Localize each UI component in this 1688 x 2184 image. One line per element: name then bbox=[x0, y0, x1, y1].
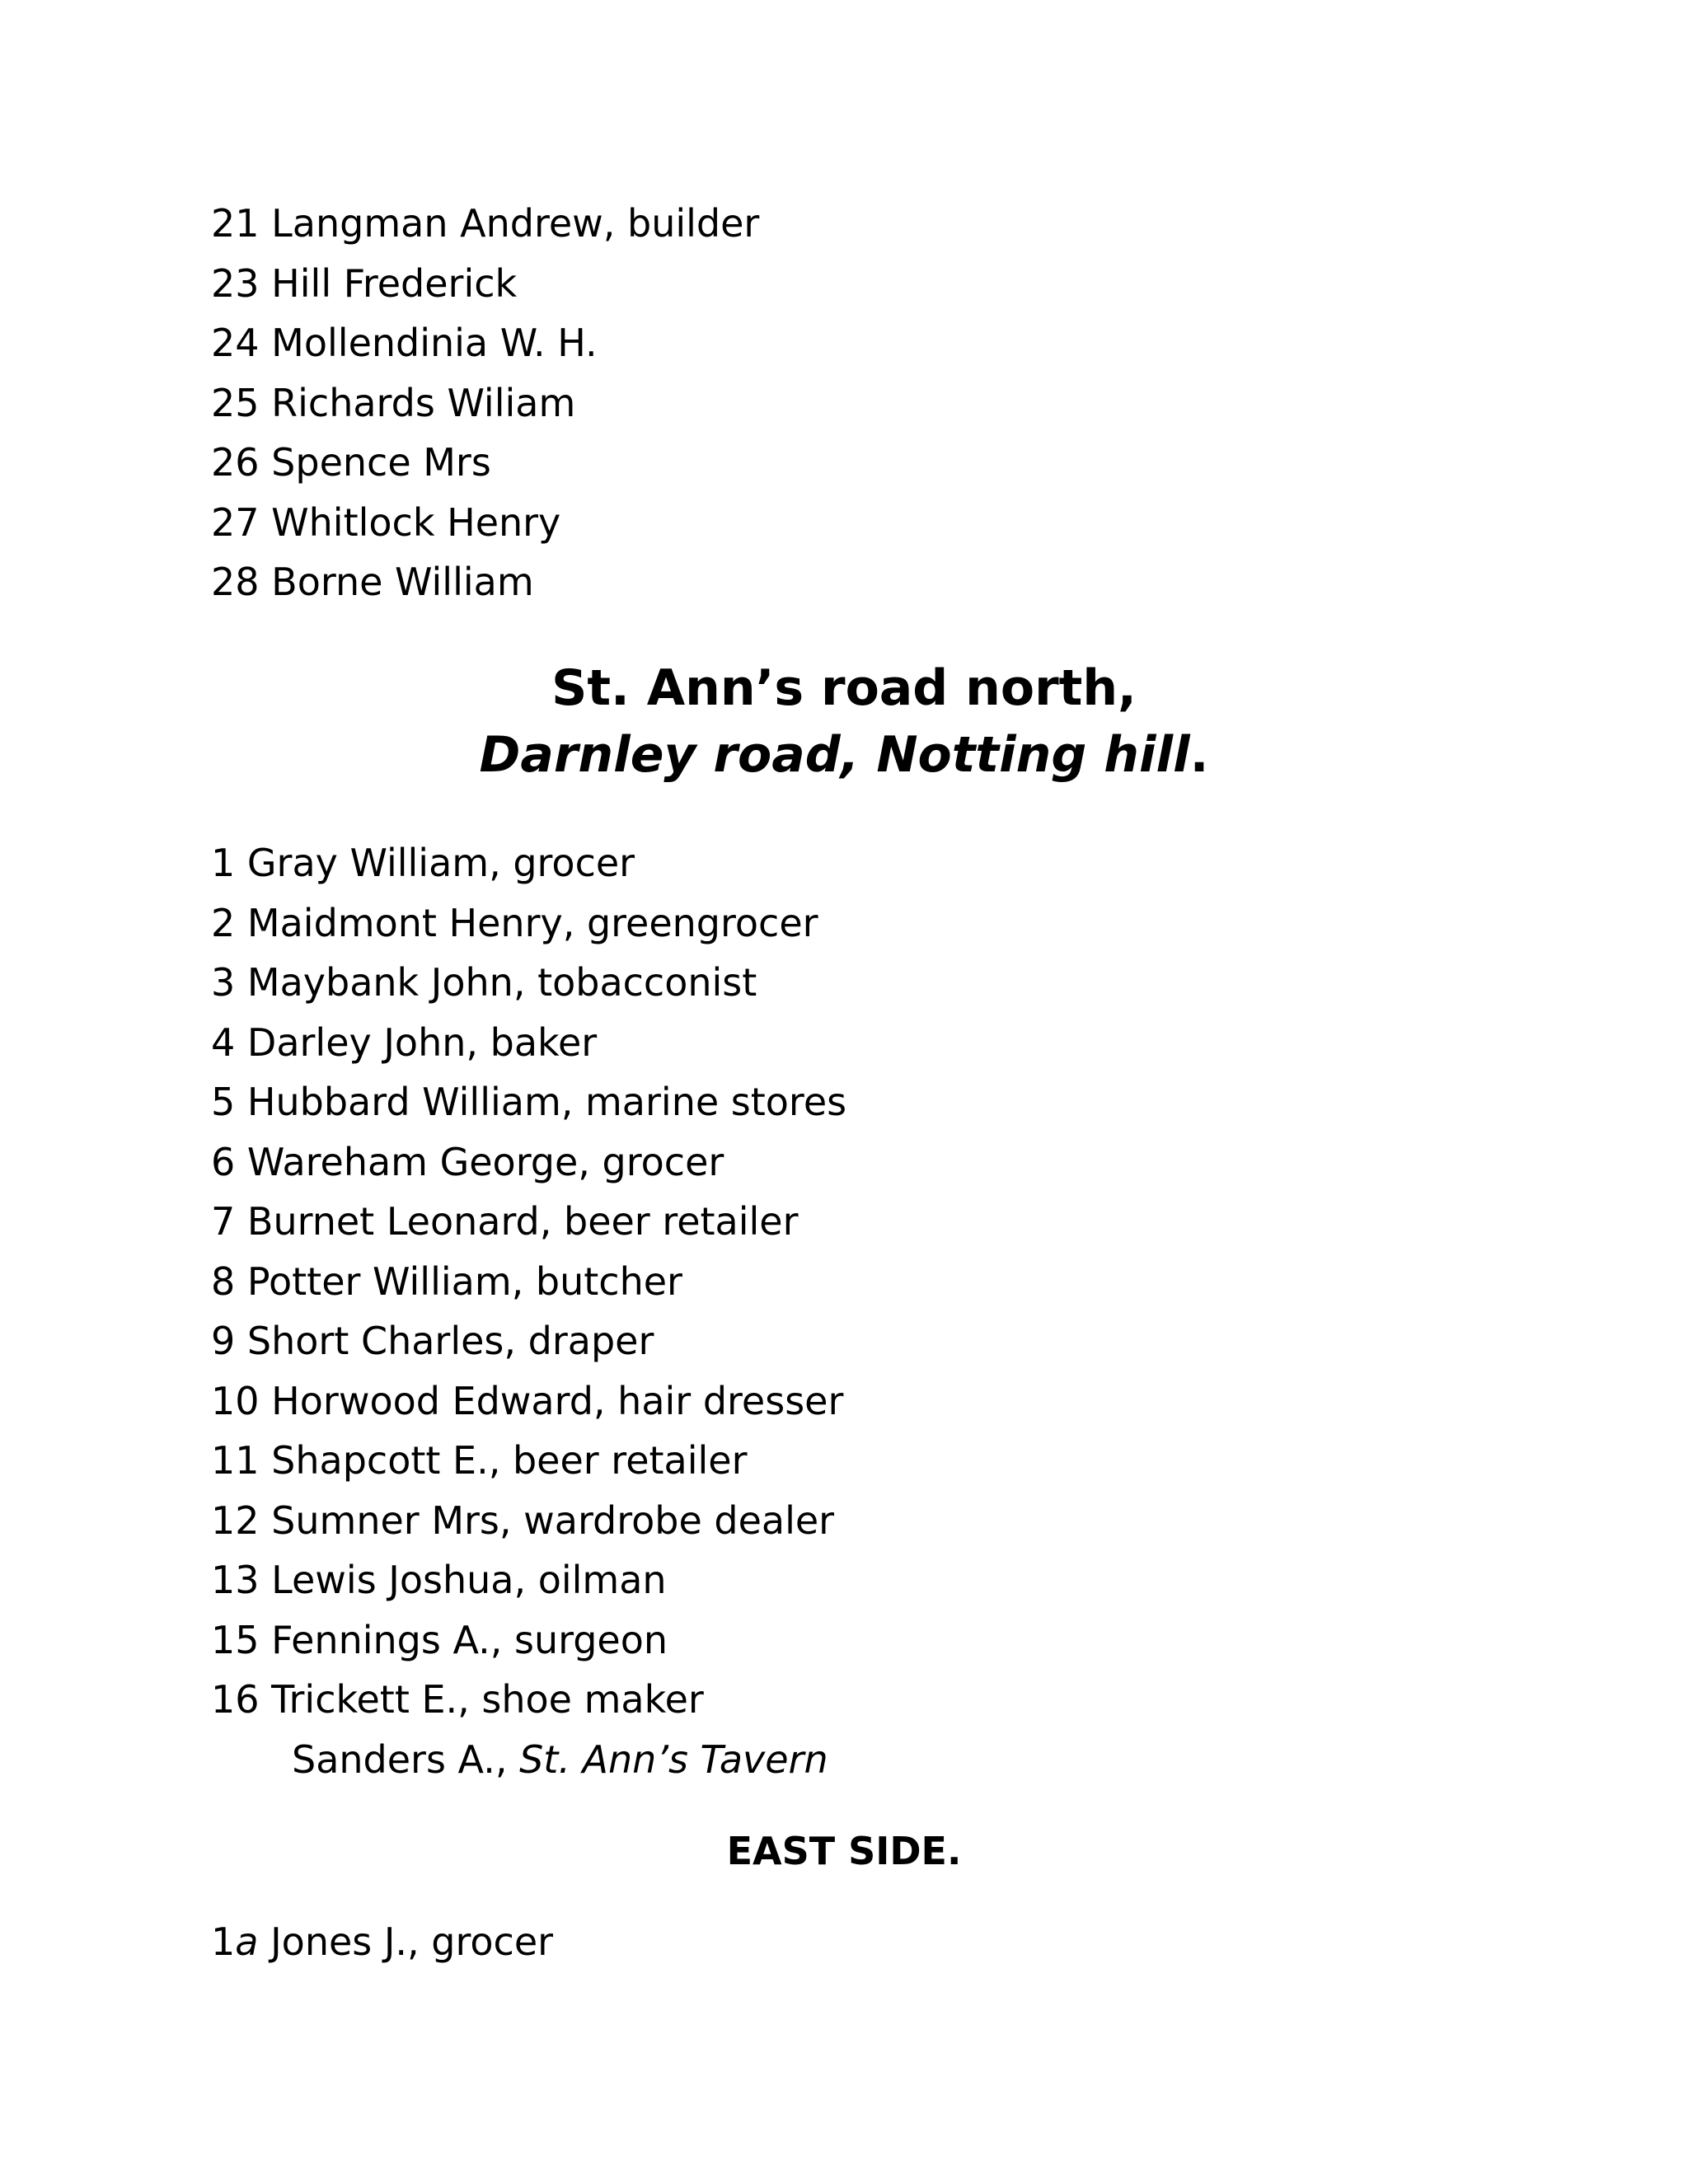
entry-text: Whitlock Henry bbox=[271, 499, 561, 545]
house-number: 21 bbox=[211, 201, 260, 246]
list-item bbox=[211, 1252, 846, 1312]
house-number: 25 bbox=[211, 380, 260, 425]
list-item bbox=[211, 1192, 846, 1252]
list-item bbox=[211, 833, 846, 893]
list-item bbox=[211, 953, 846, 1013]
house-number: 27 bbox=[211, 499, 260, 545]
house-number: 2 bbox=[211, 900, 236, 945]
entry-text: Fennings A., surgeon bbox=[271, 1617, 668, 1662]
list-item bbox=[211, 893, 846, 954]
list-item bbox=[211, 1491, 846, 1551]
entry-list-main bbox=[211, 833, 846, 1789]
list-item-indented bbox=[211, 1730, 846, 1790]
entry-text: Jones J., grocer bbox=[270, 1919, 554, 1964]
list-item bbox=[211, 1371, 846, 1432]
section-subtitle bbox=[0, 722, 1688, 788]
house-number: 9 bbox=[211, 1319, 236, 1363]
list-item bbox=[211, 1072, 846, 1132]
house-number: 4 bbox=[211, 1019, 236, 1065]
list-item bbox=[211, 1132, 846, 1193]
entry-text: Lewis Joshua, oilman bbox=[271, 1558, 667, 1602]
east-side-heading: EAST SIDE. bbox=[726, 1829, 962, 1873]
house-number: 6 bbox=[211, 1139, 236, 1184]
entry-list-east bbox=[211, 1912, 553, 1972]
house-number: 23 bbox=[211, 260, 260, 306]
entry-text: Trickett E., shoe maker bbox=[271, 1677, 704, 1722]
house-number: 15 bbox=[211, 1617, 260, 1662]
section-subtitle-italic: Darnley road, Notting hill bbox=[479, 726, 1190, 784]
entry-text: Sanders A., bbox=[292, 1736, 520, 1782]
entry-text: Richards Wiliam bbox=[271, 380, 576, 425]
house-number: 10 bbox=[211, 1378, 260, 1423]
entry-text: Hubbard William, marine stores bbox=[246, 1080, 847, 1124]
list-item bbox=[211, 552, 759, 612]
house-number: 1 bbox=[211, 1919, 236, 1964]
house-number: 26 bbox=[211, 440, 260, 485]
entry-list-top bbox=[211, 194, 759, 612]
entry-text: Darley John, baker bbox=[246, 1019, 598, 1065]
section-heading: St. Ann’s road north, bbox=[551, 659, 1137, 717]
entry-text: Gray William, grocer bbox=[246, 841, 635, 885]
entry-text: Spence Mrs bbox=[271, 440, 491, 485]
list-item bbox=[211, 373, 759, 434]
entry-text: Hill Frederick bbox=[271, 260, 518, 306]
list-item bbox=[211, 313, 759, 373]
list-item bbox=[211, 1610, 846, 1671]
list-item bbox=[211, 433, 759, 493]
section-subtitle-period: . bbox=[1189, 726, 1209, 784]
entry-text: Maidmont Henry, greengrocer bbox=[246, 900, 818, 945]
entry-text: Borne William bbox=[271, 560, 534, 604]
list-item bbox=[211, 493, 759, 553]
entry-text: Langman Andrew, builder bbox=[271, 201, 760, 246]
house-number: 3 bbox=[211, 960, 236, 1005]
house-number: 16 bbox=[211, 1677, 260, 1722]
entry-text: Mollendinia W. H. bbox=[271, 321, 598, 365]
list-item bbox=[211, 1912, 553, 1972]
list-item bbox=[211, 194, 759, 254]
entry-text: Horwood Edward, hair dresser bbox=[271, 1378, 844, 1423]
list-item bbox=[211, 1013, 846, 1073]
list-item bbox=[211, 1670, 846, 1730]
entry-text: Sumner Mrs, wardrobe dealer bbox=[271, 1497, 835, 1543]
house-number: 11 bbox=[211, 1438, 260, 1483]
house-number: 12 bbox=[211, 1497, 260, 1543]
house-number: 13 bbox=[211, 1558, 260, 1602]
entry-text: Maybank John, tobacconist bbox=[246, 960, 757, 1005]
house-number-suffix: a bbox=[235, 1919, 259, 1964]
list-item bbox=[211, 254, 759, 314]
house-number: 1 bbox=[211, 841, 236, 885]
house-number: 7 bbox=[211, 1199, 236, 1244]
tavern-name: St. Ann’s Tavern bbox=[519, 1736, 828, 1782]
house-number: 5 bbox=[211, 1080, 236, 1124]
list-item bbox=[211, 1311, 846, 1371]
entry-text: Burnet Leonard, beer retailer bbox=[246, 1199, 799, 1244]
entry-text: Shapcott E., beer retailer bbox=[271, 1438, 748, 1483]
entry-text: Wareham George, grocer bbox=[246, 1139, 724, 1184]
list-item bbox=[211, 1431, 846, 1491]
house-number: 8 bbox=[211, 1258, 236, 1304]
entry-text: Short Charles, draper bbox=[246, 1319, 654, 1363]
house-number: 24 bbox=[211, 321, 260, 365]
entry-text: Potter William, butcher bbox=[246, 1258, 682, 1304]
house-number: 28 bbox=[211, 560, 260, 604]
list-item bbox=[211, 1550, 846, 1610]
